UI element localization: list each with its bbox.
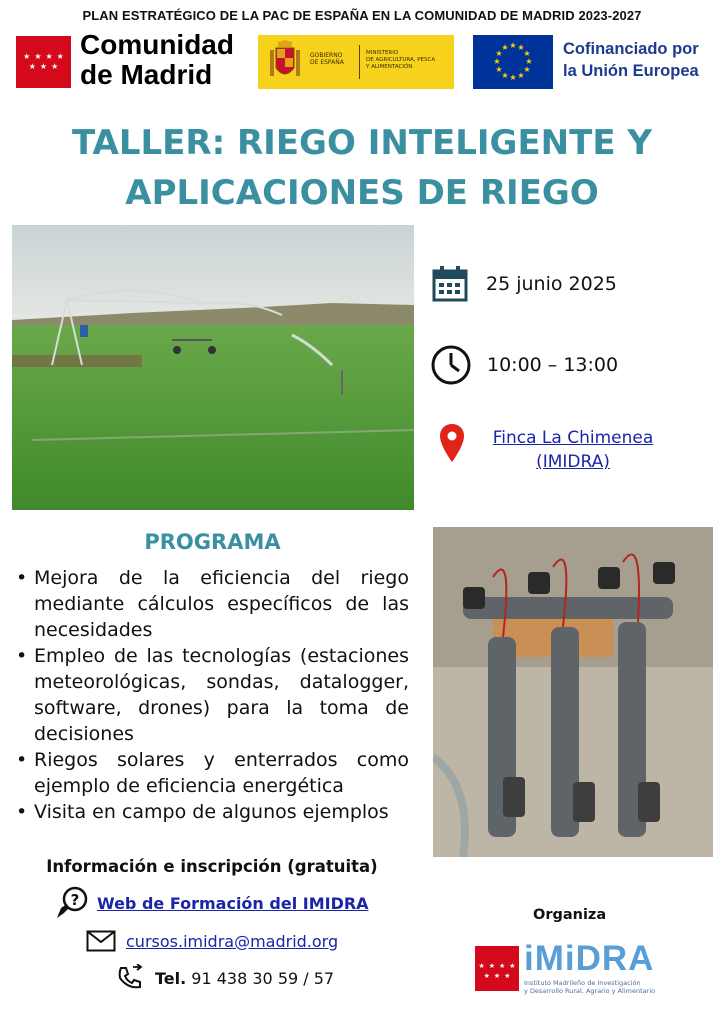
eu-flag xyxy=(473,35,553,89)
organiza-label: Organiza xyxy=(533,907,607,923)
event-time-row xyxy=(430,344,618,386)
irrigation-field-photo xyxy=(12,225,414,510)
list-item: • Visita en campo de algunos ejemplos xyxy=(16,799,409,825)
ministerio-label: MINISTERIO DE AGRICULTURA, PESCA Y ALIMENTACIÓN xyxy=(366,50,436,70)
mail-icon xyxy=(86,930,116,952)
programa-heading: PROGRAMA xyxy=(144,530,281,554)
event-date-row xyxy=(430,264,617,304)
web-help-icon xyxy=(55,886,89,920)
plan-title: PLAN ESTRATÉGICO DE LA PAC DE ESPAÑA EN LA COMUNIDAD DE MADRID 2023-2027 xyxy=(82,8,642,23)
tel-number: 91 438 30 59 / 57 xyxy=(191,968,335,988)
list-item: • Mejora de la eficiencia del riego mediante cálculos específicos de las necesidades xyxy=(16,565,409,643)
eu-stars-icon xyxy=(473,35,553,89)
imidra-logo: iMiDRA xyxy=(524,939,655,978)
event-time: 10:00 – 13:00 xyxy=(487,354,619,376)
comunidad-madrid-flag: ★ ★ ★ ★ ★ ★ ★ xyxy=(16,36,71,88)
web-formacion-link[interactable]: Web de Formación del IMIDRA xyxy=(97,893,369,913)
cm-line1: Comunidad xyxy=(80,29,234,60)
list-item: • Empleo de las tecnologías (estaciones meteorológicas, sondas, datalogger, software, drones) para la toma de decisiones xyxy=(16,643,409,747)
svg-text:★: ★ xyxy=(509,41,517,50)
contact-heading: Información e inscripción (gratuita) xyxy=(46,857,378,876)
svg-text:★: ★ xyxy=(501,71,509,80)
clock-icon xyxy=(430,344,472,386)
gobierno-logo xyxy=(258,35,454,89)
location-link[interactable]: Finca La Chimenea (IMIDRA) xyxy=(492,428,654,472)
cm-line2: de Madrid xyxy=(80,59,213,90)
svg-text:★: ★ xyxy=(495,49,503,58)
phone-contact-row xyxy=(116,964,334,992)
event-date: 25 junio 2025 xyxy=(486,273,617,295)
calendar-icon xyxy=(430,264,470,304)
list-item: • Riegos solares y enterrados como ejemplo de eficiencia energética xyxy=(16,747,409,799)
tel-label: Tel. xyxy=(155,968,187,988)
email-contact-row xyxy=(86,930,338,952)
svg-text:★: ★ xyxy=(501,43,509,52)
svg-text:★: ★ xyxy=(495,65,503,74)
gobierno-label: GOBIERNO DE ESPAÑA xyxy=(310,52,344,66)
coat-of-arms-icon xyxy=(268,40,302,84)
web-contact-row xyxy=(55,886,369,920)
svg-text:★: ★ xyxy=(525,57,533,66)
phone-icon xyxy=(116,964,144,992)
irrigation-valves-photo xyxy=(433,527,713,857)
svg-text:★: ★ xyxy=(517,71,525,80)
gobierno-divider xyxy=(359,45,360,79)
imidra-flag: ★ ★ ★ ★ ★ ★ ★ xyxy=(475,946,519,991)
eu-cofinanciado-label: Cofinanciado por la Unión Europea xyxy=(563,40,699,80)
svg-text:★: ★ xyxy=(523,49,531,58)
page-title: TALLER: RIEGO INTELIGENTE Y APLICACIONES DE RIEGO xyxy=(71,123,653,213)
svg-text:★: ★ xyxy=(509,73,517,82)
programa-list xyxy=(16,565,409,825)
email-link[interactable]: cursos.imidra@madrid.org xyxy=(126,931,339,951)
comunidad-madrid-logo xyxy=(80,30,234,90)
location-pin-icon xyxy=(440,424,464,462)
svg-text:★: ★ xyxy=(517,43,525,52)
imidra-subtitle: Instituto Madrileño de Investigación y Desarrollo Rural, Agrario y Alimentario xyxy=(524,979,656,995)
svg-text:★: ★ xyxy=(523,65,531,74)
svg-text:★: ★ xyxy=(493,57,501,66)
svg-text:?: ? xyxy=(70,891,80,909)
